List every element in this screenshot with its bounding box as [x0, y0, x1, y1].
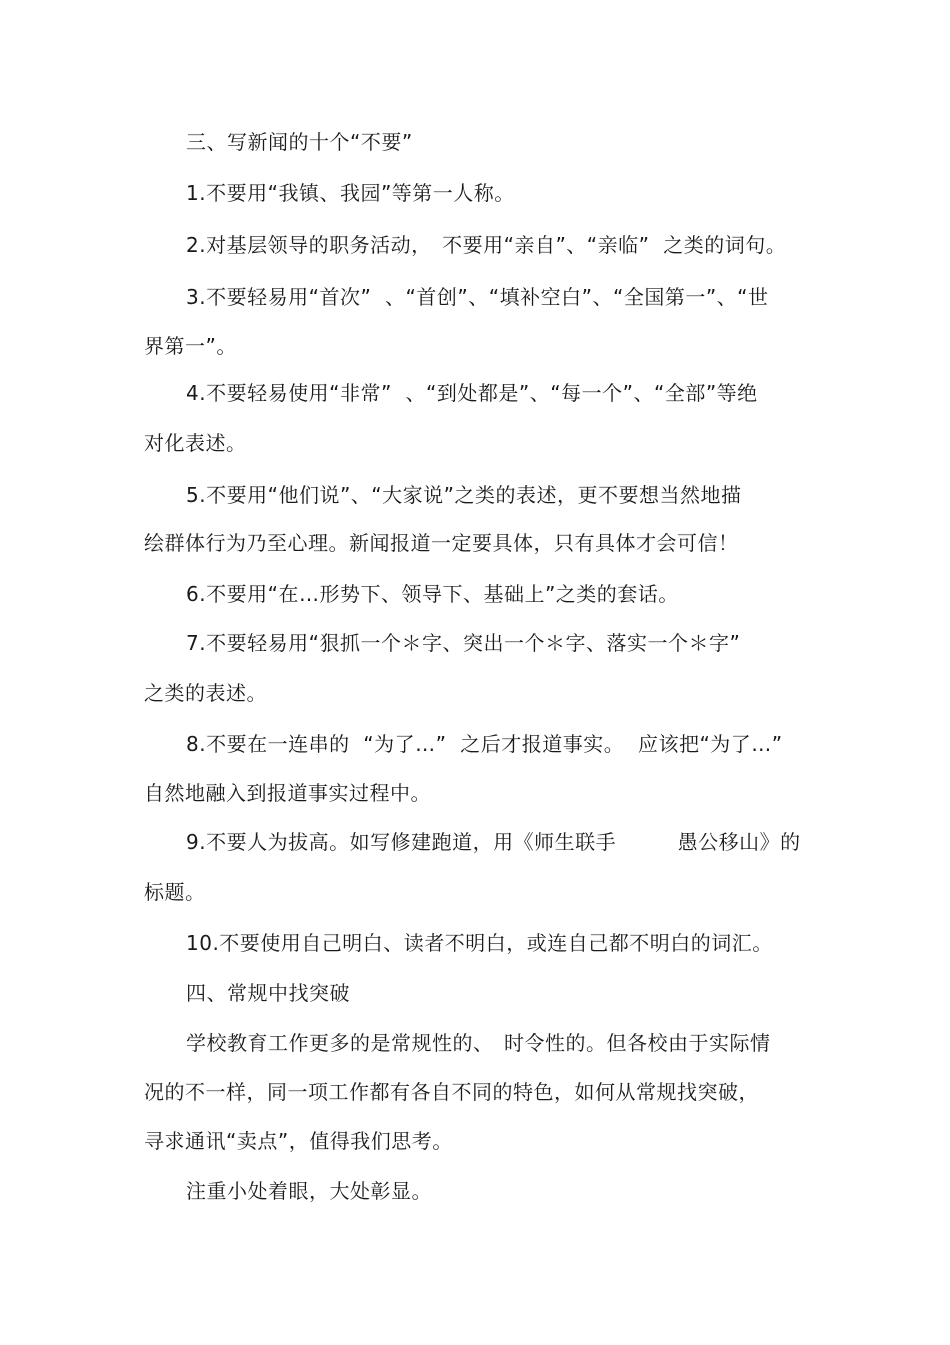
paragraph-line-2: 况的不一样，同一项工作都有各自不同的特色，如何从常规找突破， — [144, 1080, 759, 1104]
rule-4: 4.不要轻易使用“非常” 、“到处都是”、“每一个”、“全部”等绝 — [186, 381, 758, 405]
rule-9: 9.不要人为拔高。如写修建跑道，用《师生联手 愚公移山》的 — [186, 830, 801, 854]
section-heading-4: 四、常规中找突破 — [186, 981, 350, 1005]
rule-6: 6.不要用“在…形势下、领导下、基础上”之类的套话。 — [186, 582, 679, 606]
paragraph-line-3: 寻求通讯“卖点”，值得我们思考。 — [144, 1129, 453, 1153]
rule-8-cont: 自然地融入到报道事实过程中。 — [144, 781, 431, 805]
rule-2: 2.对基层领导的职务活动， 不要用“亲自”、“亲临” 之类的词句。 — [186, 233, 787, 257]
rule-10: 10.不要使用自己明白、读者不明白，或连自己都不明白的词汇。 — [186, 931, 773, 955]
rule-9-cont: 标题。 — [144, 880, 206, 904]
rule-7: 7.不要轻易用“狠抓一个＊字、突出一个＊字、落实一个＊字” — [186, 631, 741, 655]
rule-4-cont: 对化表述。 — [144, 431, 247, 455]
rule-3: 3.不要轻易用“首次” 、“首创”、“填补空白”、“全国第一”、“世 — [186, 285, 769, 309]
rule-1: 1.不要用“我镇、我园”等第一人称。 — [186, 181, 515, 205]
rule-8: 8.不要在一连串的 “为了…” 之后才报道事实。 应该把“为了…” — [186, 732, 783, 756]
section-heading-3: 三、写新闻的十个“不要” — [186, 130, 413, 154]
rule-7-cont: 之类的表述。 — [144, 681, 267, 705]
rule-5-cont: 绘群体行为乃至心理。新闻报道一定要具体，只有具体才会可信！ — [144, 531, 739, 555]
rule-5: 5.不要用“他们说”、“大家说”之类的表述，更不要想当然地描 — [186, 483, 742, 507]
paragraph-line-1: 学校教育工作更多的是常规性的、 时令性的。但各校由于实际情 — [186, 1031, 771, 1055]
closing-line: 注重小处着眼，大处彰显。 — [186, 1179, 432, 1203]
rule-3-cont: 界第一”。 — [144, 334, 237, 358]
